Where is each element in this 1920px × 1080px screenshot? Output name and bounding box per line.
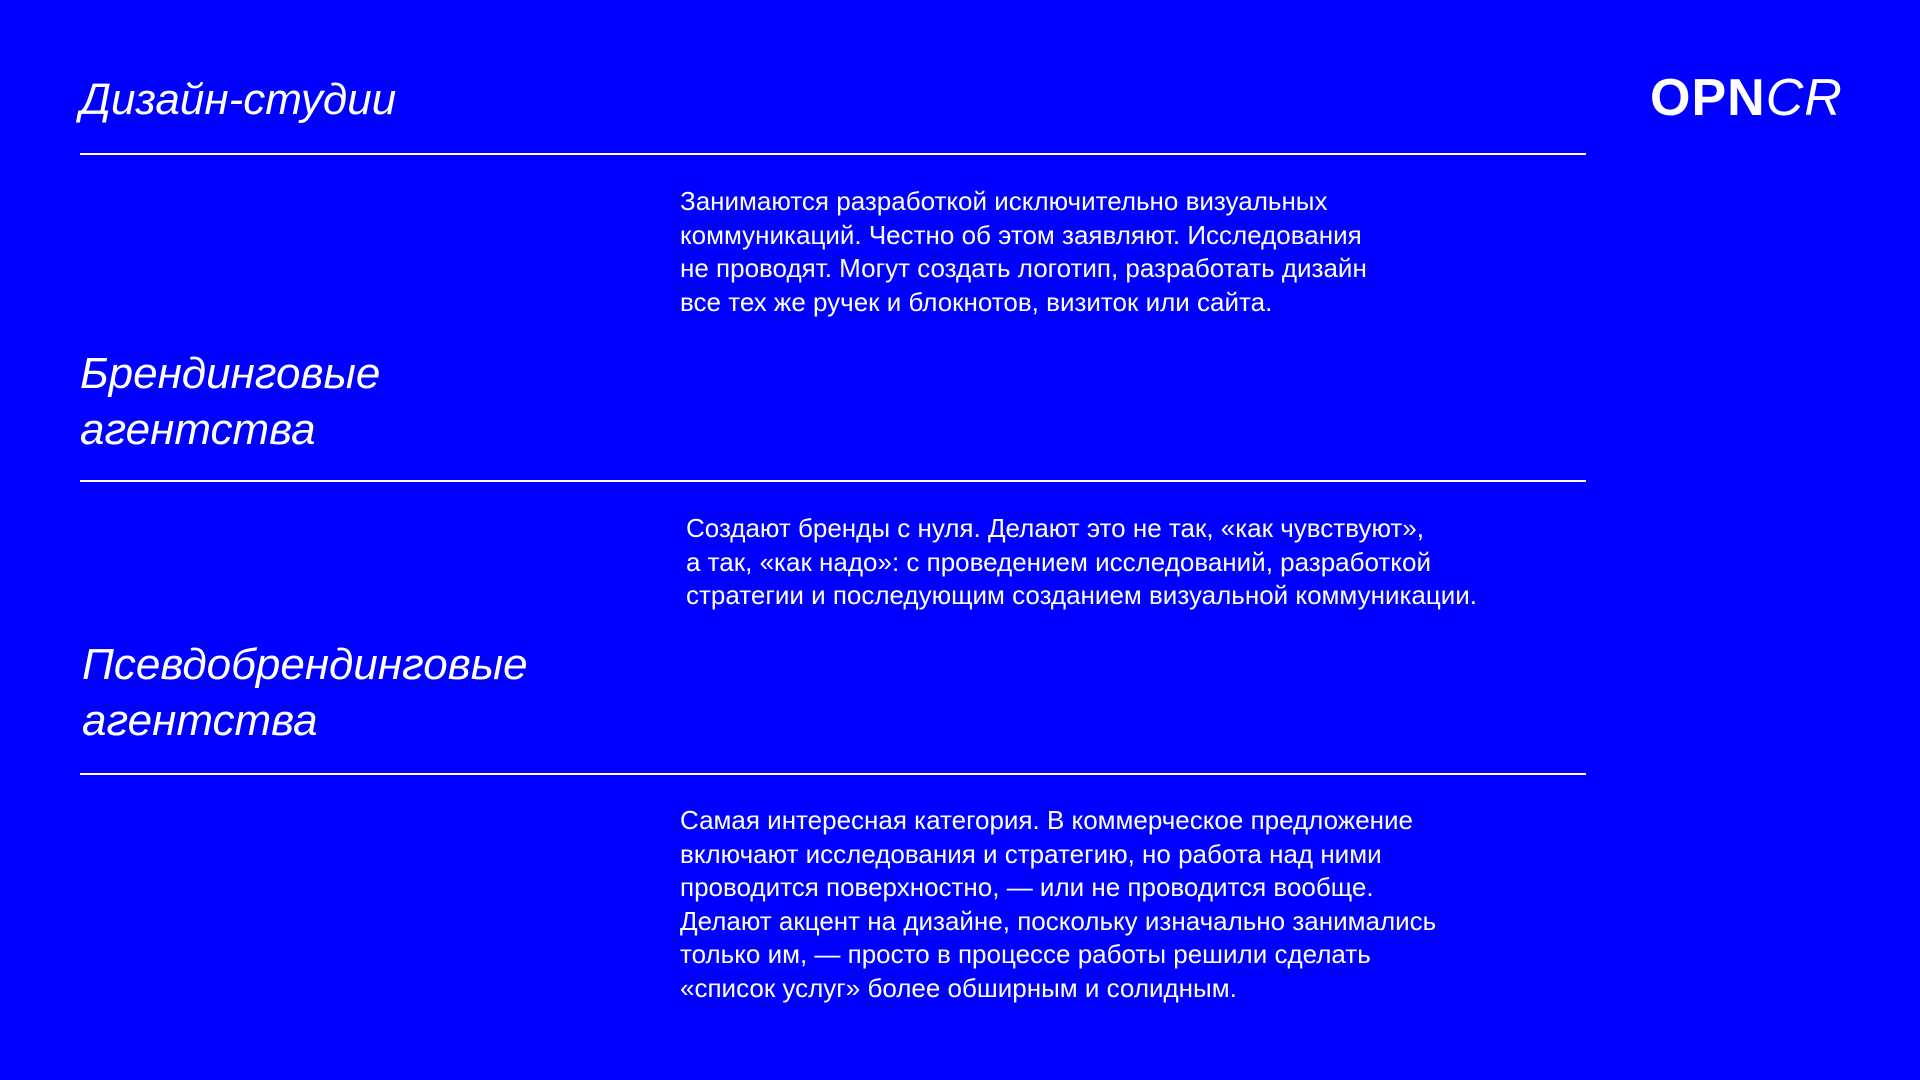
brand-logo	[1650, 68, 1843, 128]
divider	[80, 480, 1586, 482]
section-description-branding-agencies: Создают бренды с нуля. Делают это не так, «как чувствуют», а так, «как надо»: с проведением исследований, разработкой стратегии и последующим созданием визуальной коммуникации.	[686, 513, 1478, 610]
section-title-branding-agencies: Брендинговые агентства	[80, 349, 381, 454]
section-description-design-studios: Занимаются разработкой исключительно визуальных коммуникаций. Честно об этом заявляют. Исследования не проводят. Могут создать логотип, разработать дизайн все тех же ручек и блокнотов, визиток или сайта.	[680, 186, 1367, 317]
divider	[80, 773, 1586, 775]
section-description-pseudo-branding-agencies: Самая интересная категория. В коммерческое предложение включают исследования и стратегию, но работа над ними проводится поверхностно, — или не проводится вообще. Делают акцент на дизайне, поскольку изначально занимались только им, — просто в процессе работы решили сделать «список услуг» более обширным и солидным.	[680, 805, 1437, 1003]
divider	[80, 153, 1586, 155]
section-title-pseudo-branding-agencies: Псевдобрендинговые агентства	[82, 640, 528, 745]
logo-text-bold: OPN	[1650, 69, 1766, 127]
section-title-design-studios: Дизайн-студии	[80, 75, 397, 124]
logo-text-italic: CR	[1765, 69, 1843, 127]
